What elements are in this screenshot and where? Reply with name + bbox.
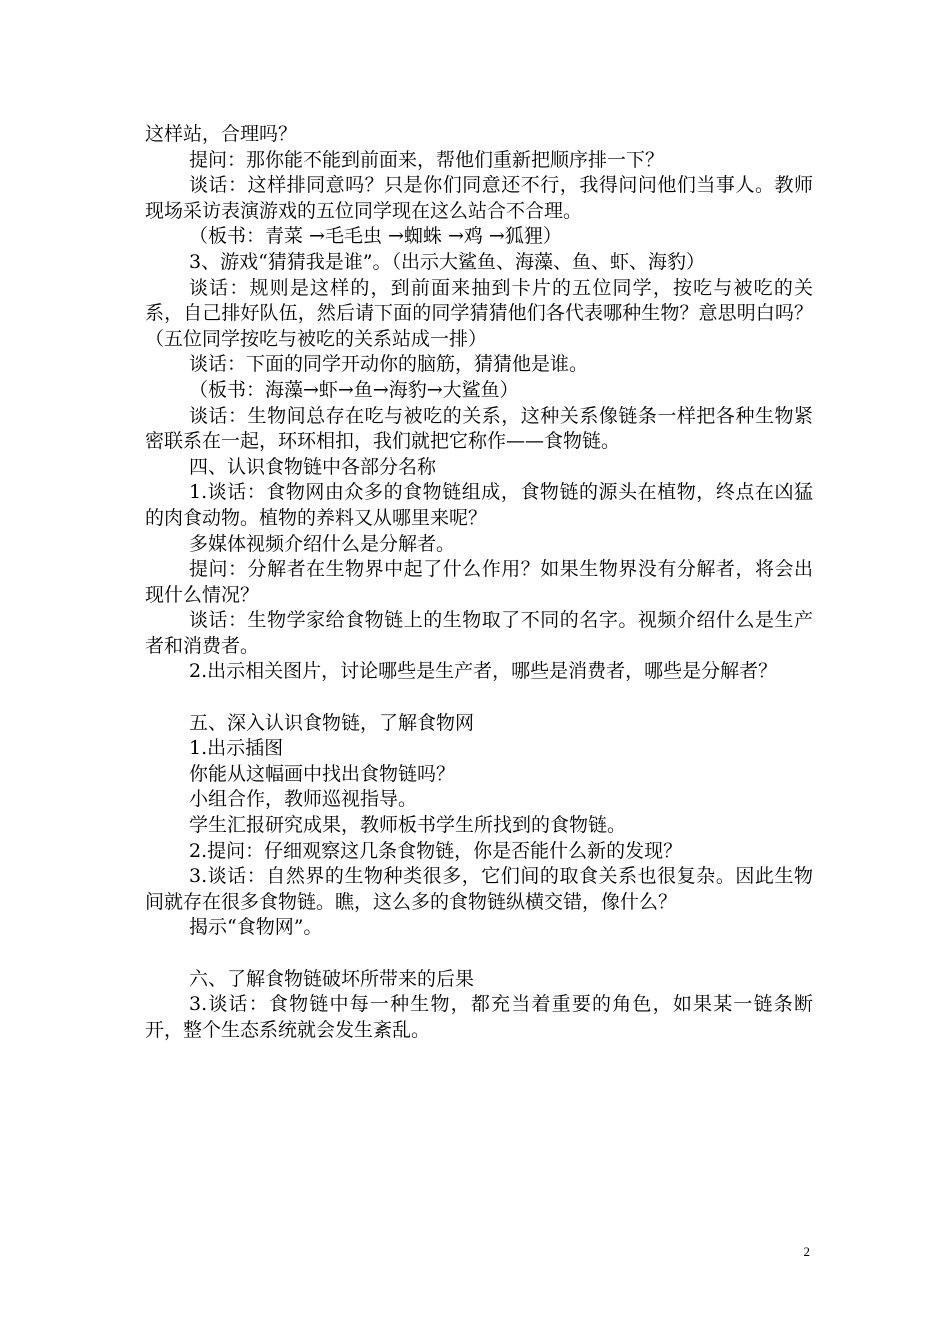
- paragraph: 1.谈话：食物网由众多的食物链组成，食物链的源头在植物，终点在凶猛的肉食动物。植物的养料又从哪里来呢？: [145, 481, 813, 529]
- paragraph: 谈话：生物间总存在吃与被吃的关系，这种关系像链条一样把各种生物紧密联系在一起，环环相扣，我们就把它称作——食物链。: [145, 404, 813, 453]
- paragraph: （板书：青菜 →毛毛虫 →蜘蛛 →鸡 →狐狸）: [189, 225, 562, 248]
- paragraph: 1.出示插图: [189, 737, 284, 760]
- paragraph: 3.谈话：食物链中每一种生物，都充当着重要的角色，如果某一链条断开，整个生态系统就会发生紊乱。: [145, 993, 813, 1041]
- paragraph: 2.出示相关图片，讨论哪些是生产者，哪些是消费者，哪些是分解者？: [189, 660, 778, 683]
- paragraph: （板书：海藻→虾→鱼→海豹→大鲨鱼）: [189, 378, 519, 401]
- paragraph: 2.提问：仔细观察这几条食物链，你是否能什么新的发现？: [189, 839, 683, 862]
- blank-line: [145, 941, 813, 967]
- section-heading: 六、了解食物链破坏所带来的后果: [189, 967, 475, 990]
- section-heading: 五、深入认识食物链，了解食物网: [189, 711, 475, 734]
- paragraph: 学生汇报研究成果，教师板书学生所找到的食物链。: [189, 814, 627, 837]
- paragraph: 谈话：规则是这样的，到前面来抽到卡片的五位同学，按吃与被吃的关系，自己排好队伍，然后请下面的同学猜猜他们各代表哪种生物？意思明白吗？（五位同学按吃与被吃的关系站成一排）: [145, 276, 813, 350]
- body-text: [145, 122, 813, 1043]
- paragraph: 提问：分解者在生物界中起了什么作用？如果生物界没有分解者，将会出现什么情况？: [145, 558, 813, 606]
- page-number: 2: [803, 1244, 810, 1259]
- paragraph: 提问：那你能不能到前面来，帮他们重新把顺序排一下？: [189, 148, 665, 171]
- paragraph: 多媒体视频介绍什么是分解者。: [189, 532, 456, 555]
- blank-line: [145, 685, 813, 711]
- paragraph: 谈话：这样排同意吗？只是你们同意还不行，我得问问他们当事人。教师现场采访表演游戏的五位同学现在这么站合不合理。: [145, 174, 813, 222]
- paragraph: 这样站，合理吗？: [145, 123, 298, 145]
- paragraph: 谈话：生物学家给食物链上的生物取了不同的名字。视频介绍什么是生产者和消费者。: [145, 609, 813, 657]
- paragraph: 3.谈话：自然界的生物种类很多，它们间的取食关系也很复杂。因此生物间就存在很多食物链。瞧，这么多的食物链纵横交错，像什么？: [145, 865, 813, 913]
- paragraph: 你能从这幅画中找出食物链吗？: [189, 762, 456, 785]
- paragraph: 3、游戏“猜猜我是谁”。（出示大鲨鱼、海藻、鱼、虾、海豹）: [189, 250, 706, 273]
- paragraph: 谈话：下面的同学开动你的脑筋，猜猜他是谁。: [189, 353, 589, 376]
- paragraph: 小组合作，教师巡视指导。: [189, 788, 418, 811]
- section-heading: 四、认识食物链中各部分名称: [189, 455, 437, 478]
- paragraph: 揭示“食物网”。: [189, 916, 323, 939]
